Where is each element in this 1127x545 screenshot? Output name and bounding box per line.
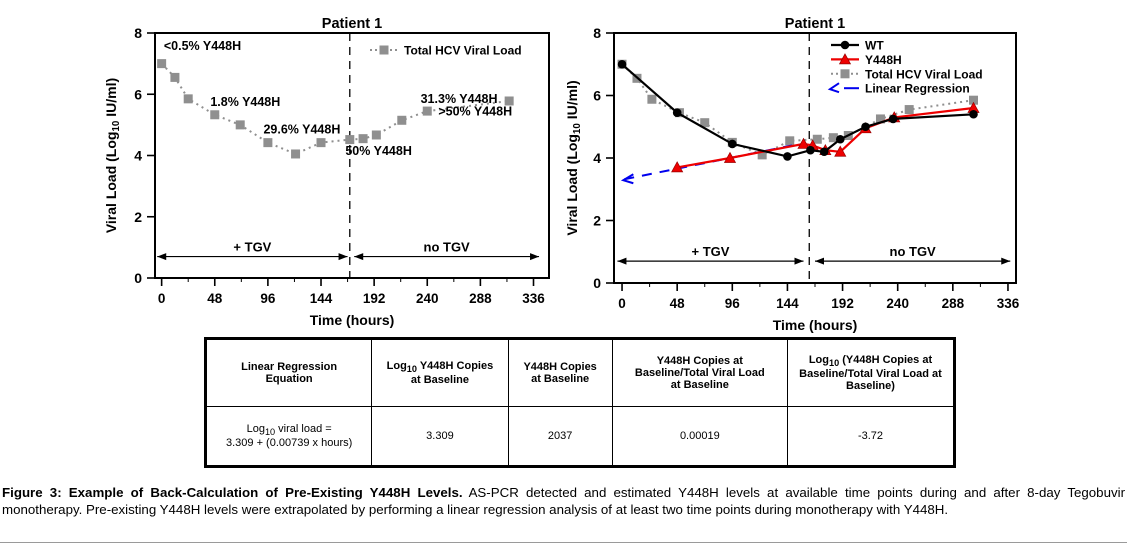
caption-body: AS-PCR detected and estimated Y448H levels at available time points during and after 8-day Tegobuvir monotherapy. Pre-existing Y448H levels were extrapolated by performing a linear regression analysis of at least two time points during monotherapy with Y448H. bbox=[2, 485, 1126, 517]
svg-text:Linear Regression: Linear Regression bbox=[865, 81, 970, 96]
header-copies-ratio: Y448H Copies at Baseline/Total Viral Load at Baseline bbox=[612, 339, 787, 407]
bottom-divider bbox=[0, 542, 1127, 543]
svg-text:Total HCV Viral Load: Total HCV Viral Load bbox=[865, 67, 983, 82]
svg-text:288: 288 bbox=[941, 296, 965, 311]
svg-text:0: 0 bbox=[134, 270, 142, 286]
svg-text:144: 144 bbox=[309, 291, 333, 306]
cell-log10-copies: 3.309 bbox=[372, 407, 508, 467]
header-log10-copies-ratio: Log$_{10}$ (Y448H Copies at Baseline/Total Viral Load at Baseline) bbox=[787, 339, 954, 407]
svg-text:0: 0 bbox=[593, 275, 601, 291]
svg-text:336: 336 bbox=[522, 291, 545, 306]
svg-text:WT: WT bbox=[865, 38, 884, 53]
svg-text:6: 6 bbox=[593, 87, 601, 104]
cell-regression-equation: Log$_{10}$ viral load = 3.309 + (0.00739 x hours) bbox=[206, 407, 372, 467]
svg-text:336: 336 bbox=[996, 296, 1020, 311]
figure-caption bbox=[2, 484, 1125, 518]
svg-text:288: 288 bbox=[469, 291, 492, 306]
svg-text:1.8% Y448H: 1.8% Y448H bbox=[210, 94, 281, 109]
svg-text:4: 4 bbox=[134, 147, 142, 164]
table-header-row bbox=[206, 339, 955, 407]
svg-text:192: 192 bbox=[831, 296, 854, 311]
svg-text:Y448H: Y448H bbox=[865, 52, 902, 67]
svg-text:6: 6 bbox=[134, 86, 142, 103]
svg-text:>50% Y448H: >50% Y448H bbox=[438, 104, 513, 119]
svg-text:240: 240 bbox=[415, 291, 439, 306]
header-linear-regression-equation: Linear Regression Equation bbox=[206, 339, 372, 407]
cell-copies: 2037 bbox=[508, 407, 612, 467]
caption-title: Figure 3: Example of Back-Calculation of Pre-Existing Y448H Levels. bbox=[2, 485, 463, 500]
svg-text:144: 144 bbox=[776, 296, 799, 311]
svg-text:2: 2 bbox=[134, 208, 142, 225]
svg-text:Time (hours): Time (hours) bbox=[309, 312, 395, 328]
svg-text:240: 240 bbox=[886, 296, 909, 311]
svg-text:+ TGV: + TGV bbox=[233, 239, 272, 255]
svg-text:2: 2 bbox=[593, 212, 601, 229]
svg-text:50% Y448H: 50% Y448H bbox=[345, 143, 412, 158]
left-chart-total-hcv-viral-load bbox=[0, 0, 563, 336]
svg-text:0: 0 bbox=[618, 296, 626, 311]
svg-text:96: 96 bbox=[724, 296, 740, 311]
header-copies-baseline: Y448H Copies at Baseline bbox=[508, 339, 612, 407]
svg-text:4: 4 bbox=[593, 150, 601, 166]
svg-text:192: 192 bbox=[362, 291, 386, 306]
svg-text:+ TGV: + TGV bbox=[691, 244, 730, 260]
svg-text:Total HCV Viral Load: Total HCV Viral Load bbox=[404, 43, 522, 58]
cell-log10-ratio: -3.72 bbox=[787, 407, 954, 467]
svg-text:29.6% Y448H: 29.6% Y448H bbox=[263, 122, 341, 137]
svg-text:Patient 1: Patient 1 bbox=[784, 16, 846, 32]
svg-text:48: 48 bbox=[669, 296, 685, 311]
svg-text:Time (hours): Time (hours) bbox=[772, 317, 858, 333]
header-log10-copies-baseline: Log$_{10}$ Y448H Copies at Baseline bbox=[372, 339, 508, 407]
svg-text:no TGV: no TGV bbox=[423, 239, 470, 255]
svg-text:96: 96 bbox=[260, 291, 276, 306]
svg-text:8: 8 bbox=[134, 25, 142, 41]
svg-text:Viral Load (Log10 IU/ml): Viral Load (Log$_{10}$ IU/ml) bbox=[103, 77, 122, 234]
regression-table bbox=[204, 337, 956, 468]
svg-text:48: 48 bbox=[207, 291, 223, 306]
table-data-row bbox=[206, 407, 955, 467]
svg-text:Viral Load (Log10 IU/ml): Viral Load (Log$_{10}$ IU/ml) bbox=[564, 80, 583, 236]
svg-text:0: 0 bbox=[157, 291, 166, 306]
svg-text:8: 8 bbox=[593, 25, 601, 41]
svg-text:<0.5% Y448H: <0.5% Y448H bbox=[163, 38, 242, 53]
right-chart-wt-y448h-overlay bbox=[563, 0, 1127, 336]
svg-text:no TGV: no TGV bbox=[889, 244, 936, 260]
svg-text:Patient 1: Patient 1 bbox=[321, 16, 383, 32]
svg-text:31.3% Y448H: 31.3% Y448H bbox=[420, 91, 498, 106]
cell-ratio: 0.00019 bbox=[612, 407, 787, 467]
